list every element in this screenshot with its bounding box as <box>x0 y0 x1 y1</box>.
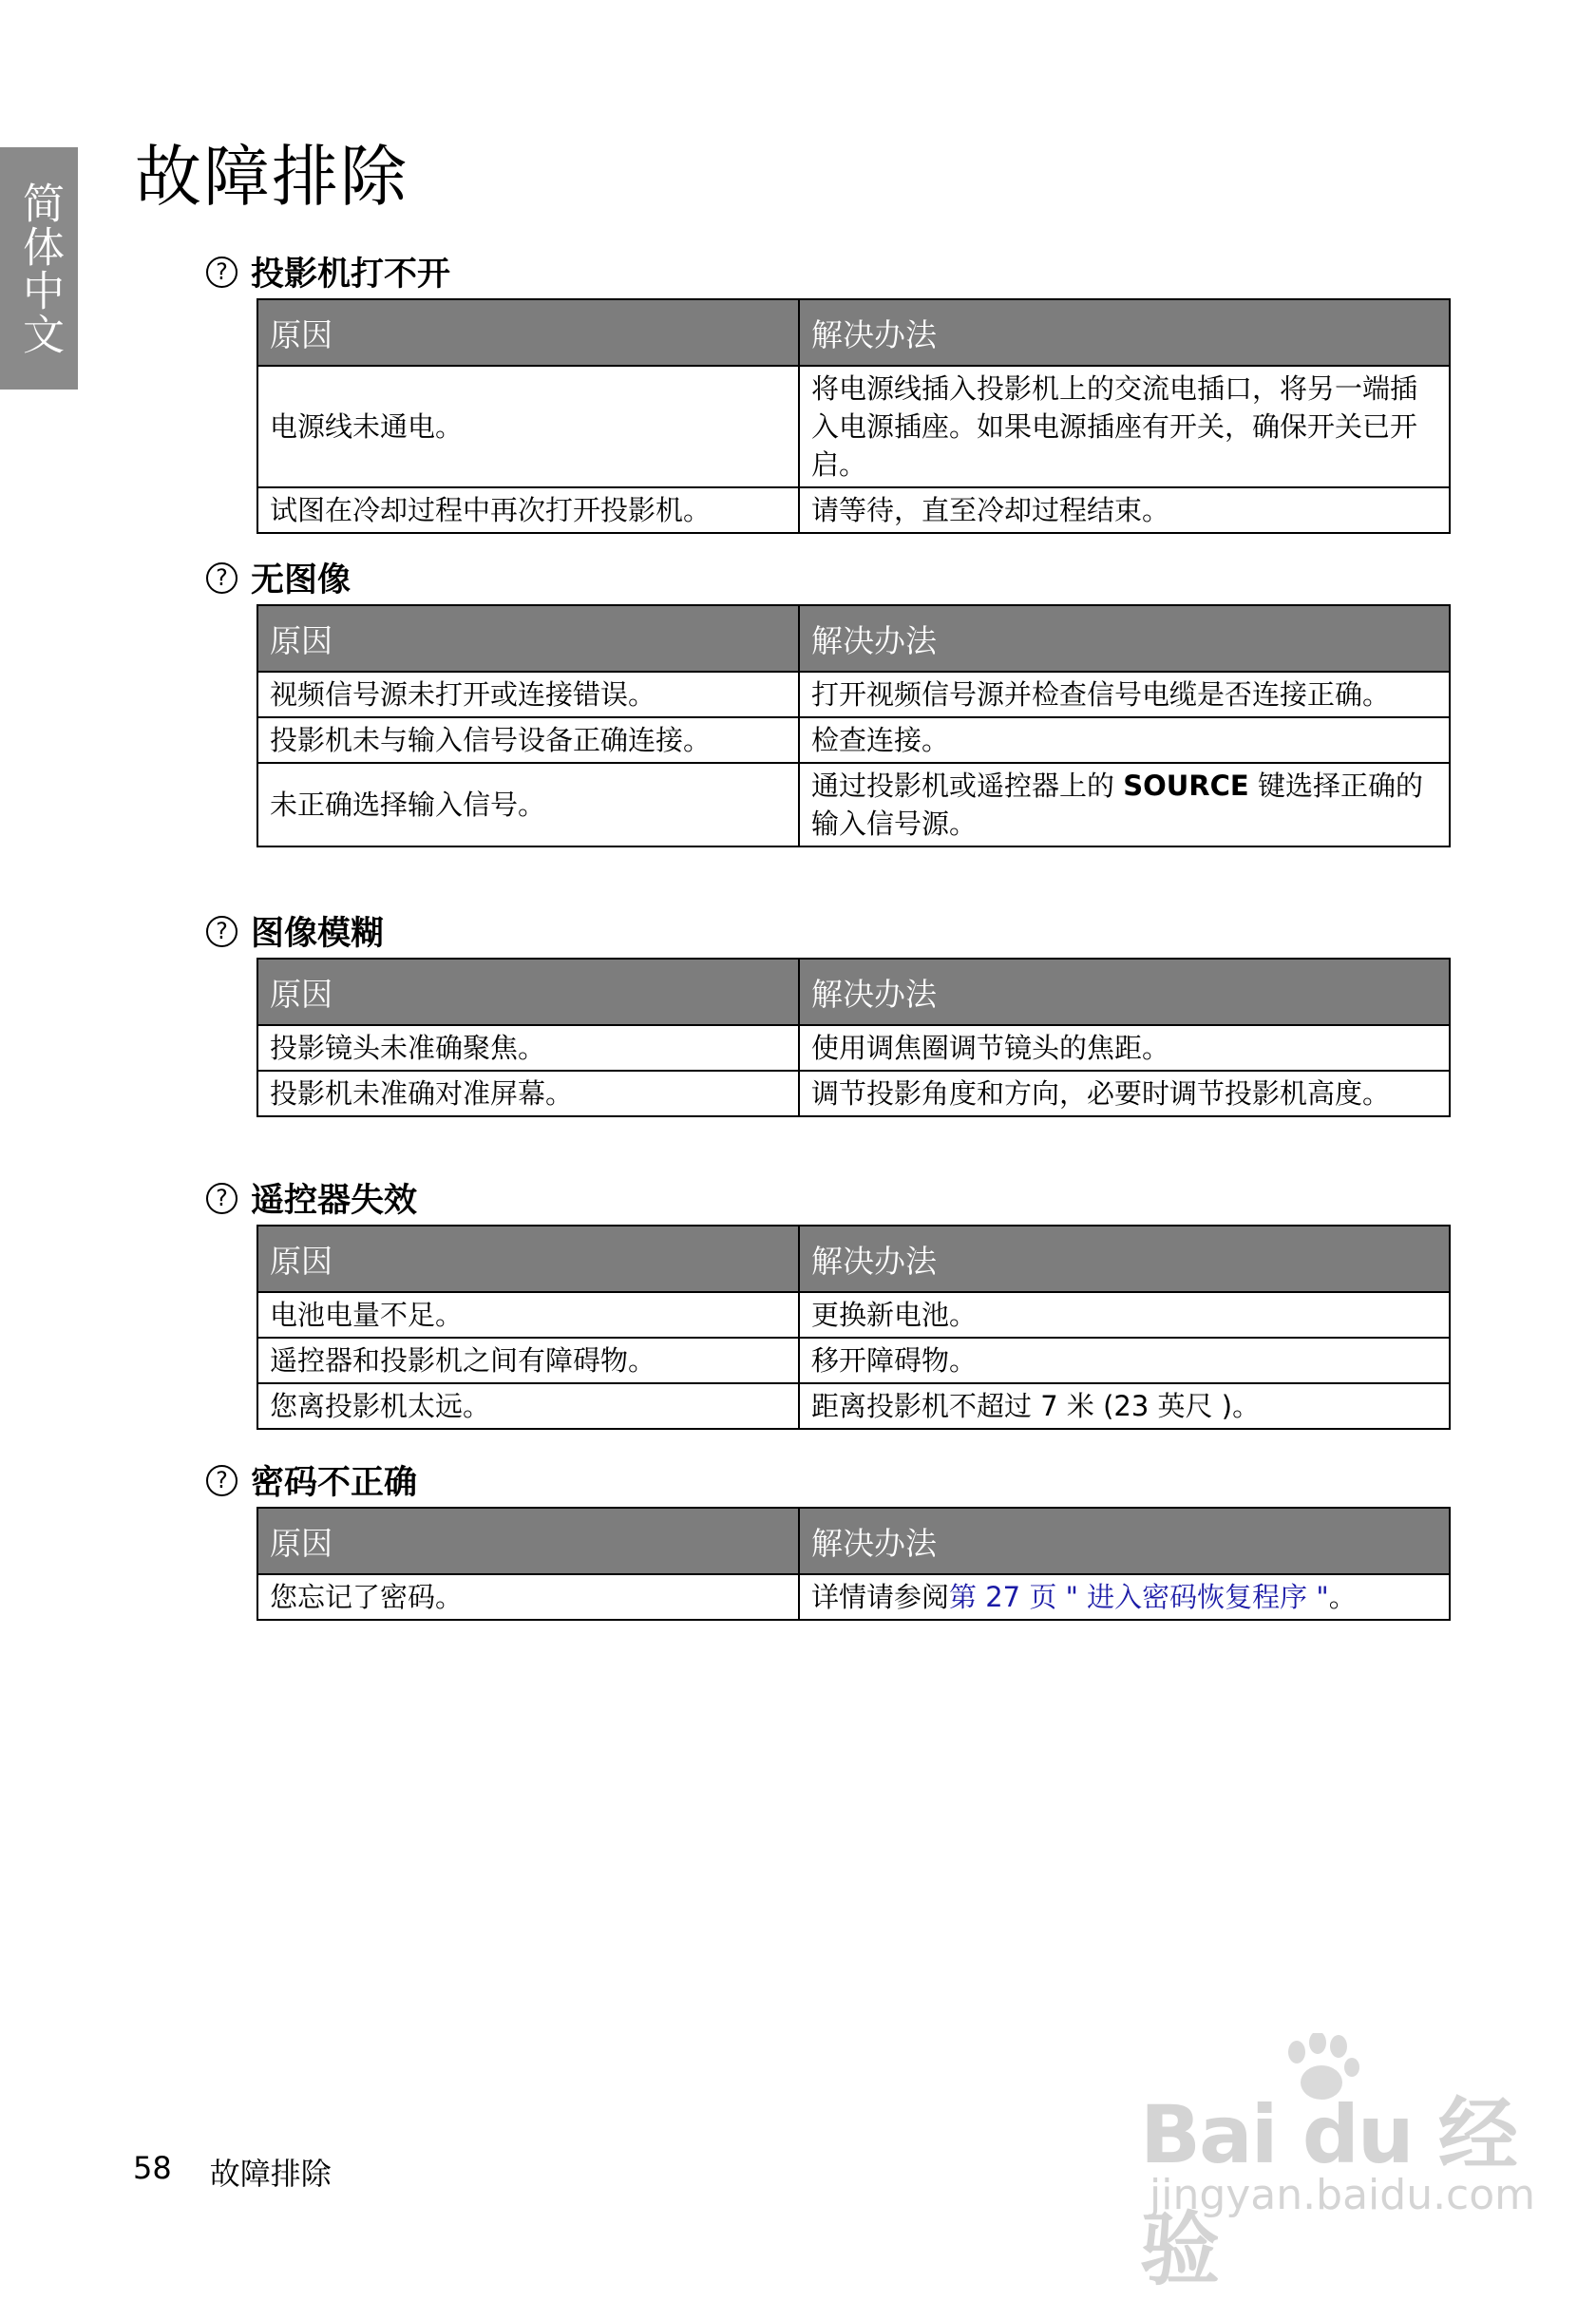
section-title: 密码不正确 <box>251 1464 418 1502</box>
header-solution: 解决办法 <box>799 1508 1450 1574</box>
footer-section-title: 故障排除 <box>209 2156 332 2192</box>
table-header-row <box>257 959 1450 1025</box>
source-key-label: SOURCE <box>1123 770 1249 802</box>
solution-cell: 请等待，直至冷却过程结束。 <box>799 487 1450 533</box>
watermark-brand: Bai du 经验 <box>1140 2088 1516 2296</box>
side-tab-label: 简体中文 <box>15 181 64 356</box>
solution-text: 。 <box>1328 1581 1357 1613</box>
solution-cell: 将电源线插入投影机上的交流电插口，将另一端插入电源插座。如果电源插座有开关，确保开关已开启。 <box>799 366 1450 487</box>
section-title: 遥控器失效 <box>251 1182 418 1220</box>
section-title: 图像模糊 <box>251 915 385 953</box>
cause-cell: 投影镜头未准确聚焦。 <box>257 1025 799 1071</box>
section-power <box>204 245 1449 534</box>
cause-cell: 您忘记了密码。 <box>257 1574 799 1620</box>
table-row <box>257 487 1450 533</box>
troubleshoot-table <box>256 1507 1451 1621</box>
solution-cell: 打开视频信号源并检查信号电缆是否连接正确。 <box>799 672 1450 717</box>
page-footer <box>133 2150 332 2194</box>
solution-text: 通过投影机或遥控器上的 <box>811 770 1124 802</box>
page-title: 故障排除 <box>135 138 408 216</box>
header-cause: 原因 <box>257 1226 799 1292</box>
section-password <box>204 1454 1449 1621</box>
question-circle-icon: ? <box>206 1465 238 1496</box>
section-heading <box>206 1171 1449 1225</box>
table-header-row <box>257 299 1450 366</box>
cause-cell: 视频信号源未打开或连接错误。 <box>257 672 799 717</box>
header-cause: 原因 <box>257 605 799 672</box>
troubleshoot-table <box>256 298 1451 534</box>
question-circle-icon: ? <box>206 1183 238 1214</box>
cause-cell: 未正确选择输入信号。 <box>257 763 799 846</box>
troubleshoot-table <box>256 958 1451 1117</box>
cause-cell: 电源线未通电。 <box>257 366 799 487</box>
baidu-watermark <box>1130 2033 1539 2296</box>
table-header-row <box>257 1226 1450 1292</box>
solution-text: 键选择正确的输入信号源。 <box>811 770 1423 840</box>
header-cause: 原因 <box>257 1508 799 1574</box>
question-circle-icon: ? <box>206 562 238 594</box>
table-row <box>257 1574 1450 1620</box>
table-row <box>257 763 1450 846</box>
table-row <box>257 1292 1450 1338</box>
troubleshoot-table <box>256 604 1451 847</box>
solution-text: 详情请参阅 <box>811 1581 950 1613</box>
password-recovery-link[interactable]: 第 27 页 " 进入密码恢复程序 " <box>949 1581 1329 1613</box>
section-heading <box>206 245 1449 298</box>
table-row <box>257 366 1450 487</box>
header-solution: 解决办法 <box>799 1226 1450 1292</box>
solution-cell: 更换新电池。 <box>799 1292 1450 1338</box>
solution-cell: 使用调焦圈调节镜头的焦距。 <box>799 1025 1450 1071</box>
table-header-row <box>257 1508 1450 1574</box>
section-title: 无图像 <box>251 561 352 599</box>
section-heading <box>206 551 1449 604</box>
solution-cell <box>799 763 1450 846</box>
table-row <box>257 717 1450 763</box>
section-title: 投影机打不开 <box>251 256 451 294</box>
table-row <box>257 1071 1450 1116</box>
solution-cell: 移开障碍物。 <box>799 1338 1450 1383</box>
table-row <box>257 672 1450 717</box>
table-row <box>257 1338 1450 1383</box>
side-language-tab <box>0 147 78 390</box>
question-circle-icon: ? <box>206 257 238 288</box>
header-solution: 解决办法 <box>799 299 1450 366</box>
section-heading <box>206 904 1449 958</box>
table-row <box>257 1383 1450 1429</box>
table-header-row <box>257 605 1450 672</box>
section-heading <box>206 1454 1449 1507</box>
page-number: 58 <box>133 2150 172 2186</box>
section-no-image <box>204 551 1449 847</box>
cause-cell: 您离投影机太远。 <box>257 1383 799 1429</box>
cause-cell: 遥控器和投影机之间有障碍物。 <box>257 1338 799 1383</box>
section-blurry <box>204 904 1449 1117</box>
cause-cell: 试图在冷却过程中再次打开投影机。 <box>257 487 799 533</box>
header-cause: 原因 <box>257 299 799 366</box>
troubleshoot-table <box>256 1225 1451 1430</box>
solution-cell: 调节投影角度和方向，必要时调节投影机高度。 <box>799 1071 1450 1116</box>
header-solution: 解决办法 <box>799 959 1450 1025</box>
section-remote <box>204 1171 1449 1430</box>
solution-cell: 检查连接。 <box>799 717 1450 763</box>
cause-cell: 电池电量不足。 <box>257 1292 799 1338</box>
header-cause: 原因 <box>257 959 799 1025</box>
solution-cell <box>799 1574 1450 1620</box>
header-solution: 解决办法 <box>799 605 1450 672</box>
question-circle-icon: ? <box>206 916 238 947</box>
solution-cell: 距离投影机不超过 7 米 (23 英尺 )。 <box>799 1383 1450 1429</box>
cause-cell: 投影机未准确对准屏幕。 <box>257 1071 799 1116</box>
cause-cell: 投影机未与输入信号设备正确连接。 <box>257 717 799 763</box>
watermark-url: jingyan.baidu.com <box>1150 2171 1536 2219</box>
table-row <box>257 1025 1450 1071</box>
